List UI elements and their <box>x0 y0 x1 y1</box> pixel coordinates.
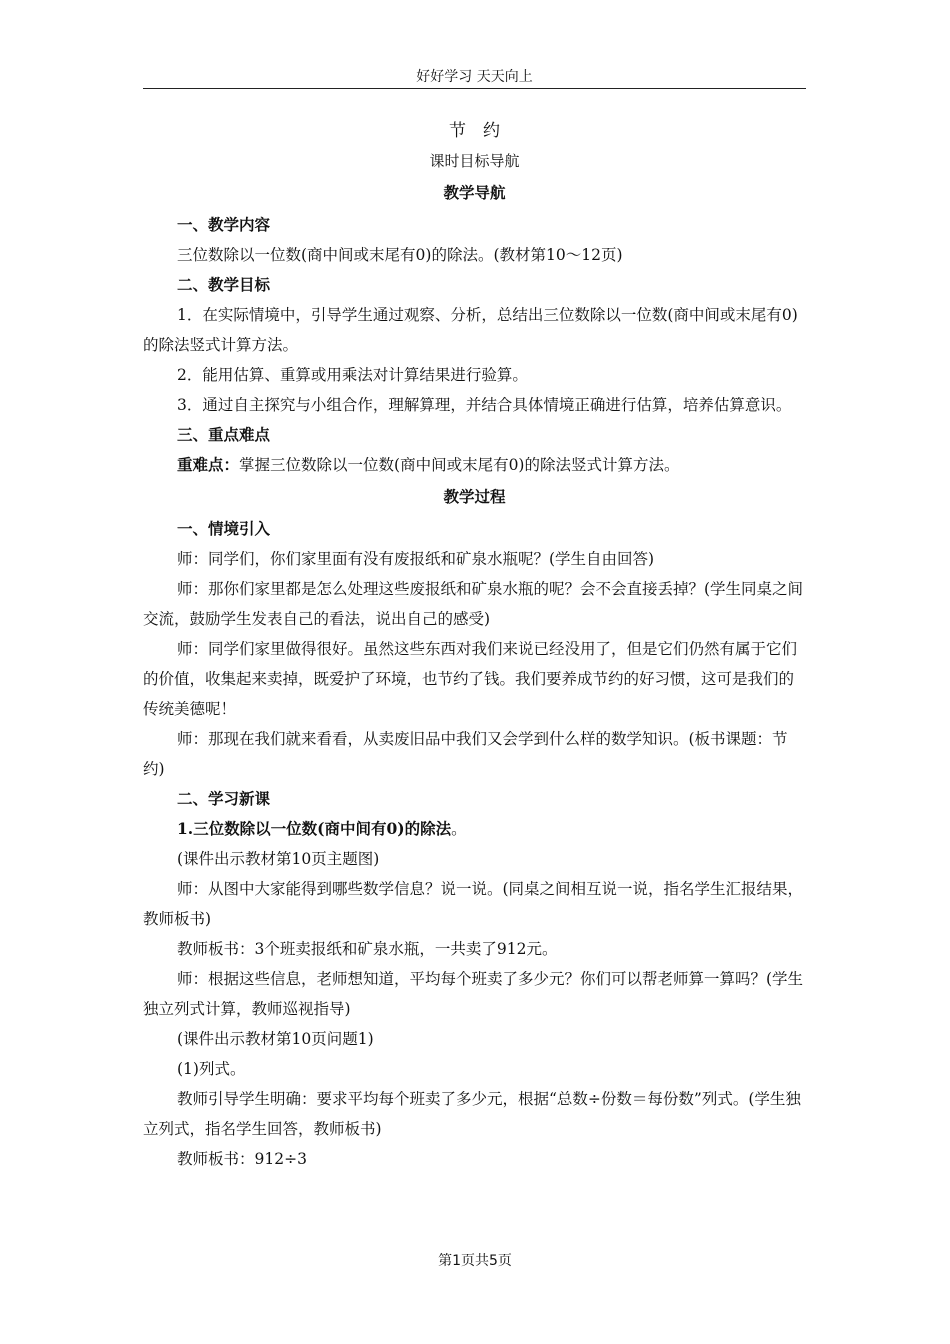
lesson-paragraph-2: 师：从图中大家能得到哪些数学信息？说一说。(同桌之间相互说一说，指名学生汇报结果，教师板书) <box>143 880 804 928</box>
lesson-paragraph-1: (课件出示教材第10页主题图) <box>177 850 380 868</box>
key-points-label: 重难点： <box>177 455 240 474</box>
intro-paragraph-3: 师：同学们家里做得很好。虽然这些东西对我们来说已经没用了，但是它们仍然有属于它们的价值，收集起来卖掉，既爱护了环境，也节约了钱。我们要养成节约的好习惯，这可是我们的传统美德呢！ <box>143 640 798 718</box>
key-points-heading: 三、重点难点 <box>177 425 271 444</box>
subheading-text: 1.三位数除以一位数(商中间有0)的除法 <box>177 819 452 838</box>
lesson-paragraph-4: 师：根据这些信息，老师想知道，平均每个班卖了多少元？你们可以帮老师算一算吗？(学生独立列式计算，教师巡视指导) <box>143 970 804 1018</box>
subheading-end: 。 <box>451 820 467 838</box>
intro-paragraph-1: 师：同学们，你们家里面有没有废报纸和矿泉水瓶呢？(学生自由回答) <box>177 550 655 568</box>
key-points-body: 掌握三位数除以一位数(商中间或末尾有0)的除法竖式计算方法。 <box>239 456 680 474</box>
content-heading: 一、教学内容 <box>177 215 271 234</box>
intro-paragraph-4: 师：那现在我们就来看看，从卖废旧品中我们又会学到什么样的数学知识。(板书课题：节约) <box>143 730 788 778</box>
page-footer: 第1页共5页 <box>438 1253 512 1269</box>
goals-heading: 二、教学目标 <box>177 275 271 294</box>
goal-item-2: 2．能用估算、重算或用乘法对计算结果进行验算。 <box>177 366 528 384</box>
new-lesson-heading: 二、学习新课 <box>177 789 271 808</box>
content-text: 三位数除以一位数(商中间或末尾有0)的除法。(教材第10～12页) <box>177 246 623 264</box>
lesson-paragraph-7: 教师引导学生明确：要求平均每个班卖了多少元，根据“总数÷份数＝每份数”列式。(学生独立列式，指名学生回答，教师板书) <box>143 1090 801 1138</box>
intro-paragraph-2: 师：那你们家里都是怎么处理这些废报纸和矿泉水瓶的呢？会不会直接丢掉？(学生同桌之间交流，鼓励学生发表自己的看法，说出自己的感受) <box>143 580 804 628</box>
document-body <box>143 112 806 1174</box>
lesson-paragraph-6: (1)列式。 <box>177 1060 246 1078</box>
lesson-title: 节 约 <box>449 121 500 141</box>
nav-section-title: 教学导航 <box>443 183 506 202</box>
lesson-paragraph-8: 教师板书：912÷3 <box>177 1150 307 1168</box>
new-lesson-subheading <box>143 814 806 844</box>
key-points-text <box>143 450 806 480</box>
process-section-title: 教学过程 <box>443 487 506 506</box>
lesson-paragraph-3: 教师板书：3个班卖报纸和矿泉水瓶，一共卖了912元。 <box>177 940 558 958</box>
lesson-paragraph-5: (课件出示教材第10页问题1) <box>177 1030 374 1048</box>
intro-heading: 一、情境引入 <box>177 519 271 538</box>
lesson-subtitle: 课时目标导航 <box>429 152 520 170</box>
goal-item-3: 3．通过自主探究与小组合作，理解算理，并结合具体情境正确进行估算，培养估算意识。 <box>177 396 792 414</box>
page-header: 好好学习 天天向上 <box>143 66 806 89</box>
goal-item-1: 1．在实际情境中，引导学生通过观察、分析，总结出三位数除以一位数(商中间或末尾有0)的除法竖式计算方法。 <box>143 306 798 354</box>
